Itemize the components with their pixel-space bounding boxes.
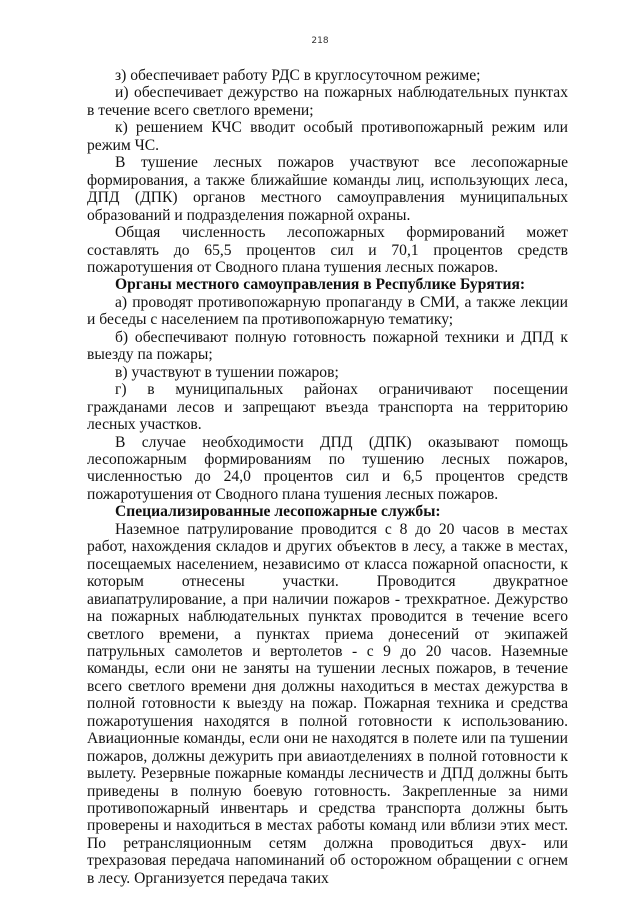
paragraph: Наземное патрулирование проводится с 8 до 20 часов в местах работ, нахождения складов и других объектов в лесу, а также в местах, посещаемых населением, независимо от класса пожарной опасности, к которым отнесены участки. Проводится двукратное авиапатрулирование, а при наличии пожаров - трехкратное. Дежурство на пожарных наблюдательных пунктах проводится в течение всего светлого времени, а пунктах приема донесений от экипажей патрульных самолетов и вертолетов - с 9 до 20 часов. Наземные команды, если они не заняты на тушении лесных пожаров, в течение всего светлого времени дня должны находиться в местах дежурства в полной готовности к выезду на пожар. Пожарная техника и средства пожаротушения находятся в полной готовности к использованию. Авиационные команды, если они не находятся в полете или па тушении пожаров, должны дежурить при авиаотделениях в полной готовности к вылету. Резервные пожарные команды лесничеств и ДПД должны быть приведены в полную боевую готовность. Закрепленные за ними противопожарный инвентарь и средства транспорта должны быть проверены и находиться в местах работы команд или вблизи этих мест. По ретрансляционным сетям должна проводиться двух- или трехразовая передача напоминаний об осторожном обращении с огнем в лесу. Организуется передача таких (87, 520, 568, 887)
paragraph: В тушение лесных пожаров участвуют все лесопожарные формирования, а также ближайшие команды лиц, использующих леса, ДПД (ДПК) органов местного самоуправления муниципальных образований и подразделения пожарной охраны. (87, 154, 568, 224)
paragraph: В случае необходимости ДПД (ДПК) оказывают помощь лесопожарным формированиям по тушению лесных пожаров, численностью до 24,0 процентов сил и 6,5 процентов средств пожаротушения от Сводного плана тушения лесных пожаров. (87, 433, 568, 503)
page-number: 218 (311, 36, 329, 46)
paragraph: Общая численность лесопожарных формирований может составлять до 65,5 процентов сил и 70,1 процентов средств пожаротушения от Сводного плана тушения лесных пожаров. (87, 224, 568, 276)
paragraph: б) обеспечивают полную готовность пожарной техники и ДПД к выезду па пожары; (87, 328, 568, 364)
paragraph: з) обеспечивает работу РДС в круглосуточном режиме; (115, 67, 481, 84)
paragraph: г) в муниципальных районах ограничивают посещении гражданами лесов и запрещают въезда транспорта на территорию лесных участков. (87, 381, 568, 434)
paragraph: в) участвуют в тушении пожаров; (115, 363, 339, 381)
section-heading: Специализированные лесопожарные службы: (115, 503, 441, 521)
paragraph: а) проводят противопожарную пропаганду в СМИ, а также лекции и беседы с населением па противопожарную тематику; (87, 293, 568, 329)
section-heading: Органы местного самоуправления в Республике Бурятия: (115, 276, 526, 294)
paragraph: и) обеспечивает дежурство на пожарных наблюдательных пунктах в течение всего светлого времени; (87, 84, 568, 119)
paragraph: к) решением КЧС вводит особый противопожарный режим или режим ЧС. (87, 119, 568, 154)
body-text (87, 67, 568, 887)
